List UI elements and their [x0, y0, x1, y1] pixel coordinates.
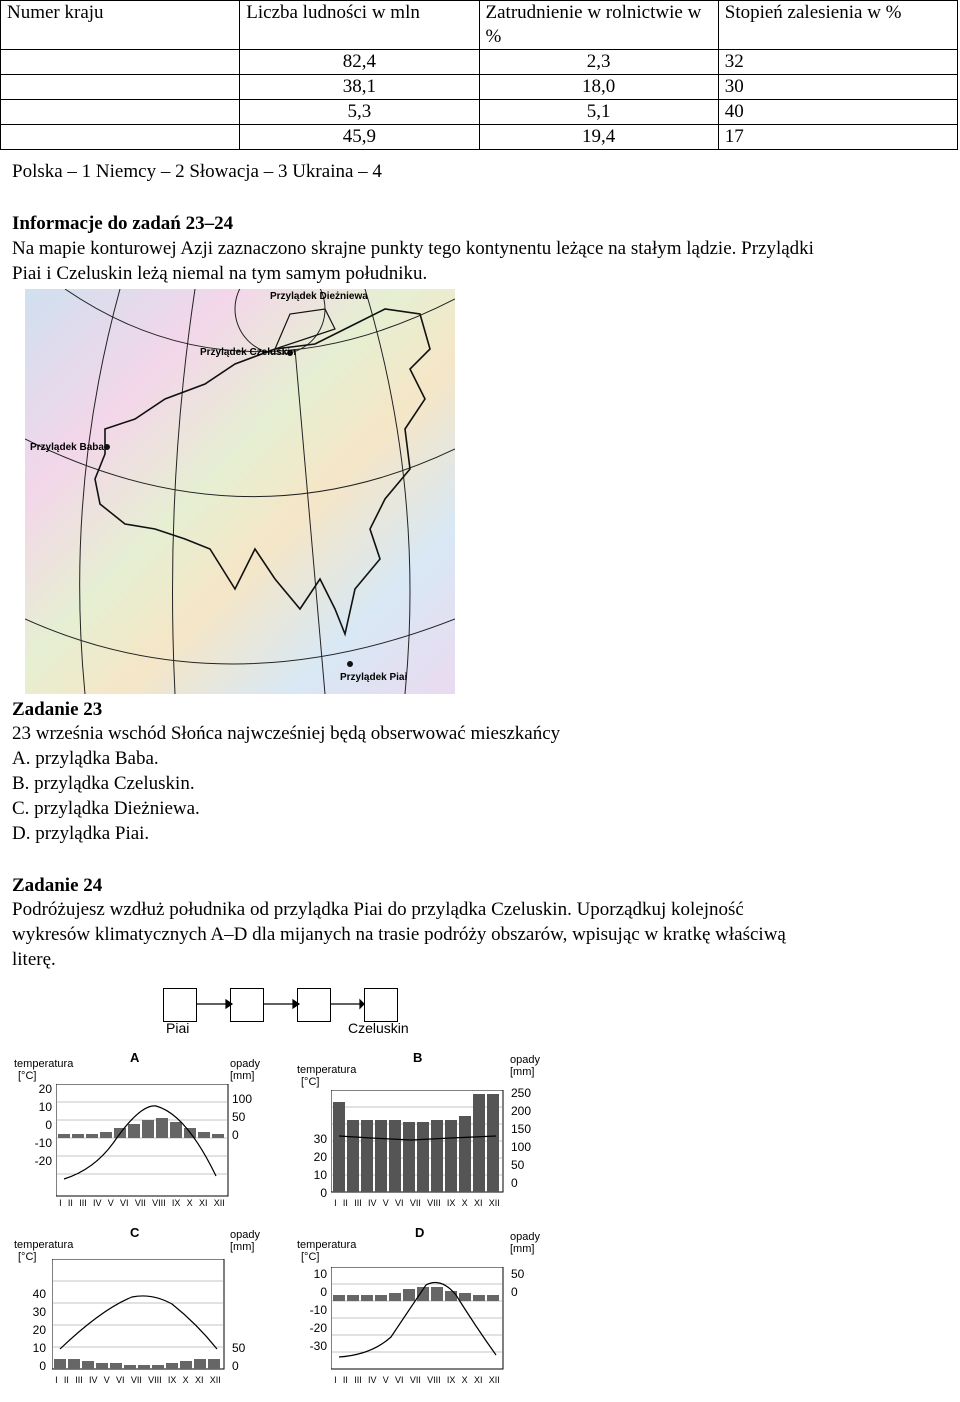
month-label: VIII — [427, 1198, 441, 1208]
month-axis — [331, 1198, 503, 1208]
table-cell — [1, 50, 240, 75]
tick-label: -10 — [34, 1136, 52, 1150]
tick-label: 100 — [232, 1092, 253, 1106]
month-label: V — [382, 1375, 389, 1385]
month-label: XII — [488, 1198, 500, 1208]
tick-label: 20 — [313, 1150, 327, 1164]
month-label: XI — [194, 1375, 204, 1385]
temperature-ticks — [307, 1130, 327, 1202]
chart-letter: A — [130, 1050, 140, 1065]
table-cell: 45,9 — [240, 125, 479, 150]
month-label: X — [182, 1375, 189, 1385]
month-label: XI — [198, 1198, 208, 1208]
month-label: I — [59, 1198, 62, 1208]
task24-text: literę. — [12, 949, 56, 970]
month-axis — [331, 1375, 503, 1385]
table-cell: 30 — [718, 75, 957, 100]
temperature-axis-title: temperatura — [297, 1239, 357, 1251]
month-label: X — [461, 1375, 468, 1385]
month-label: II — [63, 1375, 69, 1385]
month-label: VI — [120, 1198, 129, 1208]
month-label: III — [354, 1198, 362, 1208]
tick-label: -20 — [34, 1154, 52, 1168]
month-label: IX — [446, 1375, 456, 1385]
chart-plot — [56, 1084, 230, 1204]
baba-point — [104, 444, 110, 450]
month-label: X — [461, 1198, 468, 1208]
temperature-unit: [°C] — [301, 1251, 320, 1263]
end-label: Czeluskin — [348, 1020, 409, 1036]
table-cell: 17 — [718, 125, 957, 150]
tick-label: 0 — [45, 1118, 52, 1132]
tick-label: 0 — [320, 1186, 327, 1200]
tick-label: 20 — [32, 1323, 46, 1337]
answer-arrows — [196, 996, 364, 1012]
chart-letter: D — [415, 1225, 425, 1240]
table-cell: 32 — [718, 50, 957, 75]
month-label: II — [67, 1198, 73, 1208]
month-axis — [56, 1198, 228, 1208]
task23-question: 23 września wschód Słońca najwcześniej będą obserwować mieszkańcy — [12, 723, 561, 744]
table-cell: 82,4 — [240, 50, 479, 75]
tick-label: 10 — [32, 1341, 46, 1355]
precipitation-axis-title: opady — [230, 1058, 260, 1070]
month-label: II — [342, 1198, 348, 1208]
month-label: IV — [88, 1375, 98, 1385]
month-label: V — [107, 1198, 114, 1208]
month-label: VIII — [427, 1375, 441, 1385]
month-label: XII — [488, 1375, 500, 1385]
table-cell: 5,1 — [479, 100, 718, 125]
tick-label: 10 — [38, 1100, 52, 1114]
month-label: IV — [367, 1375, 377, 1385]
table-header-cell: Stopień zalesienia w % — [718, 1, 957, 50]
precipitation-ticks — [232, 1339, 245, 1375]
task23-option-a[interactable]: A. przylądka Baba. — [12, 748, 159, 769]
climate-chart-c — [12, 1225, 272, 1395]
tick-label: -30 — [309, 1339, 327, 1353]
precipitation-axis-title: opady — [510, 1054, 540, 1066]
table-row — [1, 75, 958, 100]
tick-label: 30 — [313, 1132, 327, 1146]
table-row — [1, 50, 958, 75]
temperature-unit: [°C] — [18, 1251, 37, 1263]
climate-chart-d — [295, 1225, 560, 1395]
month-label: VIII — [148, 1375, 162, 1385]
chart-letter: B — [413, 1050, 423, 1065]
temperature-axis-title: temperatura — [297, 1064, 357, 1076]
tick-label: 0 — [39, 1359, 46, 1373]
chart-plot — [331, 1090, 506, 1202]
task23-title: Zadanie 23 — [12, 699, 103, 720]
month-label: III — [354, 1375, 362, 1385]
precipitation-axis-title: opady — [230, 1229, 260, 1241]
table-cell: 5,3 — [240, 100, 479, 125]
map-label-baba: Przylądek Baba — [30, 442, 104, 453]
month-label: III — [75, 1375, 83, 1385]
table-header-cell: Numer kraju — [1, 1, 240, 50]
table-cell — [1, 100, 240, 125]
tick-label: 50 — [232, 1341, 246, 1355]
table-row — [1, 100, 958, 125]
task24-text: Podróżujesz wzdłuż południka od przylądka Piai do przylądka Czeluskin. Uporządkuj kolejność — [12, 899, 744, 920]
month-label: I — [334, 1375, 337, 1385]
table-cell — [1, 125, 240, 150]
temperature-ticks — [26, 1285, 46, 1375]
month-label: IV — [367, 1198, 377, 1208]
tick-label: -20 — [309, 1321, 327, 1335]
country-data-table — [0, 0, 958, 150]
tick-label: 100 — [511, 1140, 532, 1154]
month-label: III — [79, 1198, 87, 1208]
tick-label: 0 — [320, 1285, 327, 1299]
month-label: VI — [395, 1375, 404, 1385]
task23-option-d[interactable]: D. przylądka Piai. — [12, 823, 150, 844]
month-label: XII — [209, 1375, 221, 1385]
month-label: V — [103, 1375, 110, 1385]
month-label: I — [55, 1375, 58, 1385]
table-header-row — [1, 1, 958, 50]
temperature-unit: [°C] — [18, 1070, 37, 1082]
table-cell: 2,3 — [479, 50, 718, 75]
info-text: Piai i Czeluskin leżą niemal na tym samym południku. — [12, 263, 428, 284]
month-label: V — [382, 1198, 389, 1208]
piai-point — [347, 661, 353, 667]
tick-label: 20 — [38, 1082, 52, 1096]
info-text: Na mapie konturowej Azji zaznaczono skrajne punkty tego kontynentu leżące na stałym lądzie. Przylądki — [12, 238, 814, 259]
month-label: VII — [130, 1375, 142, 1385]
table-header-cell: Liczba ludności w mln — [240, 1, 479, 50]
table-row — [1, 125, 958, 150]
precipitation-ticks — [511, 1265, 524, 1301]
month-label: X — [186, 1198, 193, 1208]
month-label: I — [334, 1198, 337, 1208]
temperature-ticks — [307, 1265, 327, 1355]
month-label: VIII — [152, 1198, 166, 1208]
precipitation-unit: [mm] — [510, 1066, 535, 1078]
tick-label: 30 — [32, 1305, 46, 1319]
climate-chart-a — [12, 1050, 272, 1215]
month-label: VII — [409, 1375, 421, 1385]
tick-label: 50 — [511, 1267, 525, 1281]
answer-box-1[interactable] — [163, 988, 197, 1022]
precipitation-unit: [mm] — [230, 1241, 255, 1253]
task24-title: Zadanie 24 — [12, 875, 103, 896]
tick-label: 0 — [232, 1359, 239, 1373]
month-label: VI — [116, 1375, 125, 1385]
month-label: IV — [92, 1198, 102, 1208]
task23-option-c[interactable]: C. przylądka Dieżniewa. — [12, 798, 200, 819]
map-label-piai: Przylądek Piai — [340, 672, 408, 683]
task23-option-b[interactable]: B. przylądka Czeluskin. — [12, 773, 195, 794]
table-header-cell: Zatrudnienie w rolnictwie w % — [479, 1, 718, 50]
precipitation-unit: [mm] — [230, 1070, 255, 1082]
month-axis — [52, 1375, 224, 1385]
info-heading: Informacje do zadań 23–24 — [12, 213, 234, 234]
task24-text: wykresów klimatycznych A–D dla mijanych na trasie podróży obszarów, wpisując w kratkę właściwą — [12, 924, 786, 945]
month-label: IX — [446, 1198, 456, 1208]
tick-label: 10 — [313, 1267, 327, 1281]
month-label: IX — [171, 1198, 181, 1208]
table-cell — [1, 75, 240, 100]
temperature-ticks — [32, 1080, 52, 1170]
tick-label: 150 — [511, 1122, 532, 1136]
table-cell: 18,0 — [479, 75, 718, 100]
tick-label: 50 — [232, 1110, 246, 1124]
tick-label: 200 — [511, 1104, 532, 1118]
month-label: XII — [213, 1198, 225, 1208]
table-cell: 40 — [718, 100, 957, 125]
temperature-axis-title: temperatura — [14, 1239, 74, 1251]
tick-label: 50 — [511, 1158, 525, 1172]
tick-label: 0 — [511, 1285, 518, 1299]
start-label: Piai — [166, 1020, 190, 1036]
table-cell: 19,4 — [479, 125, 718, 150]
month-label: IX — [167, 1375, 177, 1385]
temperature-unit: [°C] — [301, 1076, 320, 1088]
precipitation-unit: [mm] — [510, 1243, 535, 1255]
tick-label: 0 — [511, 1176, 518, 1190]
tick-label: -10 — [309, 1303, 327, 1317]
chart-plot — [331, 1267, 506, 1377]
tick-label: 40 — [32, 1287, 46, 1301]
chart-letter: C — [130, 1225, 140, 1240]
map-label-czeluskin: Przylądek Czeluskin — [200, 347, 297, 358]
tick-label: 10 — [313, 1168, 327, 1182]
table-cell: 38,1 — [240, 75, 479, 100]
tick-label: 250 — [511, 1086, 532, 1100]
precipitation-ticks — [511, 1084, 531, 1192]
chart-plot — [52, 1259, 227, 1371]
map-label-dieżniewa: Przylądek Dieżniewa — [270, 291, 368, 302]
asia-map — [25, 289, 455, 694]
month-label: VI — [395, 1198, 404, 1208]
temperature-axis-title: temperatura — [14, 1058, 74, 1070]
month-label: VII — [134, 1198, 146, 1208]
month-label: VII — [409, 1198, 421, 1208]
country-legend: Polska – 1 Niemcy – 2 Słowacja – 3 Ukraina – 4 — [12, 161, 382, 182]
month-label: II — [342, 1375, 348, 1385]
month-label: XI — [473, 1375, 483, 1385]
tick-label: 0 — [232, 1128, 239, 1142]
precipitation-ticks — [232, 1090, 252, 1144]
climate-chart-b — [295, 1050, 560, 1215]
month-label: XI — [473, 1198, 483, 1208]
precipitation-axis-title: opady — [510, 1231, 540, 1243]
answer-box-4[interactable] — [364, 988, 398, 1022]
